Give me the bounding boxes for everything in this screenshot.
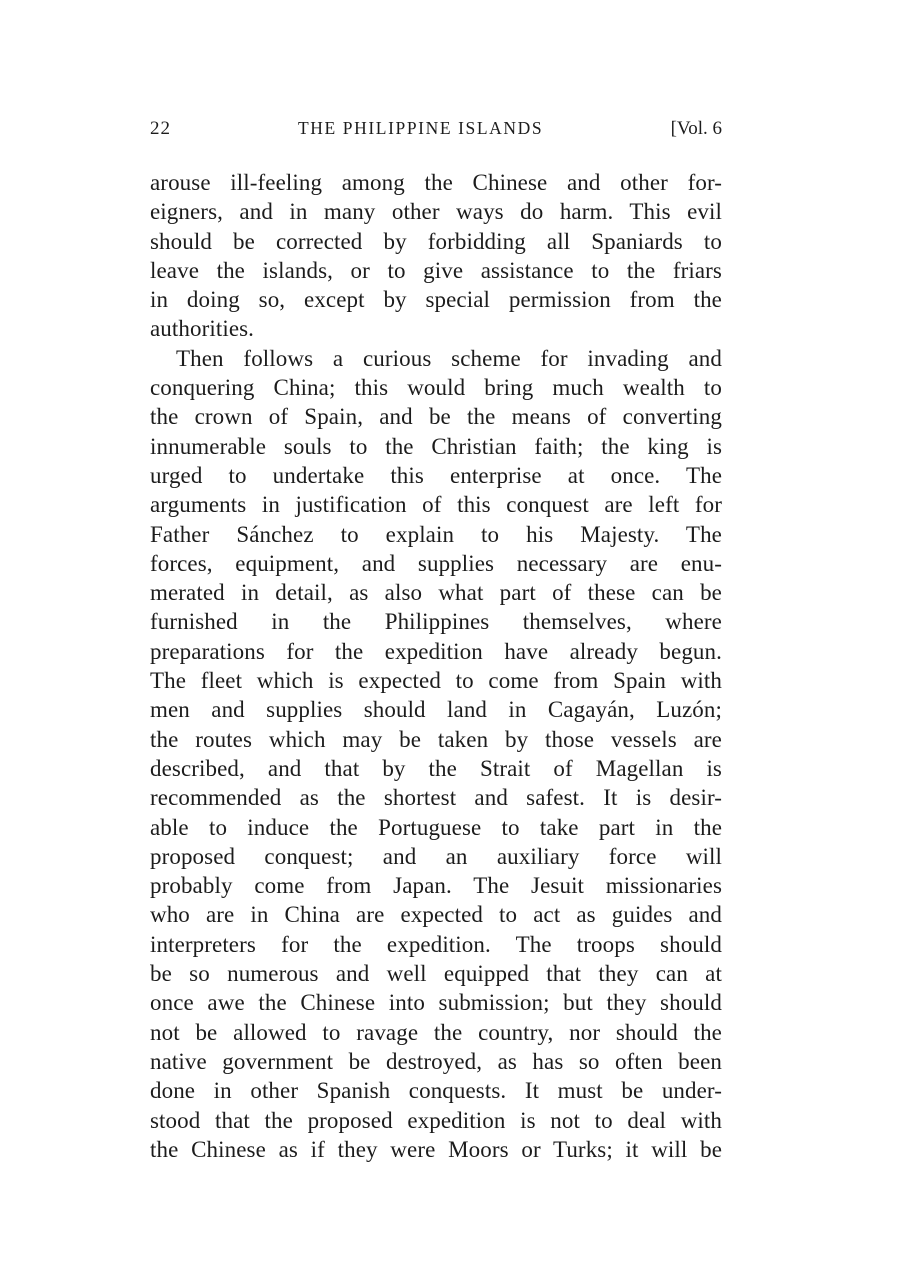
text-line: in doing so, except by special permission from the — [150, 287, 722, 313]
text-line: The fleet which is expected to come from Spain with — [150, 668, 722, 694]
text-line: once awe the Chinese into submission; but they should — [150, 990, 722, 1016]
text-line: preparations for the expedition have already begun. — [150, 638, 722, 664]
text-line: the crown of Spain, and be the means of converting — [150, 404, 722, 430]
text-line: probably come from Japan. The Jesuit missionaries — [150, 873, 722, 899]
text-line: described, and that by the Strait of Magellan is — [150, 755, 722, 781]
text-line: merated in detail, as also what part of these can be — [150, 580, 722, 606]
text-line: done in other Spanish conquests. It must be under- — [150, 1078, 722, 1104]
text-line: interpreters for the expedition. The troops should — [150, 931, 722, 957]
text-line: stood that the proposed expedition is not to deal with — [150, 1107, 722, 1133]
text-line: leave the islands, or to give assistance to the friars — [150, 257, 722, 283]
text-line: furnished in the Philippines themselves, where — [150, 609, 722, 635]
running-head — [150, 118, 722, 144]
text-line: should be corrected by forbidding all Spaniards to — [150, 228, 722, 254]
text-line: be so numerous and well equipped that they can at — [150, 961, 722, 987]
text-line: innumerable souls to the Christian faith; the king is — [150, 433, 722, 459]
text-line: recommended as the shortest and safest. It is desir- — [150, 785, 722, 811]
text-line: Then follows a curious scheme for invading and — [176, 345, 722, 371]
text-line: who are in China are expected to act as guides and — [150, 902, 722, 928]
text-line: urged to undertake this enterprise at once. The — [150, 462, 722, 488]
text-line: able to induce the Portuguese to take part in the — [150, 814, 722, 840]
text-line: not be allowed to ravage the country, nor should the — [150, 1019, 722, 1045]
text-line: Father Sánchez to explain to his Majesty. The — [150, 521, 722, 547]
text-line: native government be destroyed, as has so often been — [150, 1048, 722, 1074]
text-line: arguments in justification of this conquest are left for — [150, 492, 722, 518]
text-line: the Chinese as if they were Moors or Turks; it will be — [150, 1136, 722, 1162]
body-text — [150, 168, 722, 1164]
text-line: eigners, and in many other ways do harm. This evil — [150, 199, 722, 225]
volume-label: [Vol. 6 — [670, 118, 722, 139]
text-line: arouse ill-feeling among the Chinese and other for- — [150, 170, 722, 195]
text-line: forces, equipment, and supplies necessary are enu- — [150, 550, 722, 576]
text-line: the routes which may be taken by those vessels are — [150, 726, 722, 752]
text-line: authorities. — [150, 316, 255, 342]
text-line: conquering China; this would bring much wealth to — [150, 375, 722, 401]
running-title: THE PHILIPPINE ISLANDS — [298, 118, 544, 138]
text-line: proposed conquest; and an auxiliary force will — [150, 843, 722, 869]
text-line: men and supplies should land in Cagayán, Luzón; — [150, 697, 722, 723]
page-number: 22 — [150, 118, 171, 139]
